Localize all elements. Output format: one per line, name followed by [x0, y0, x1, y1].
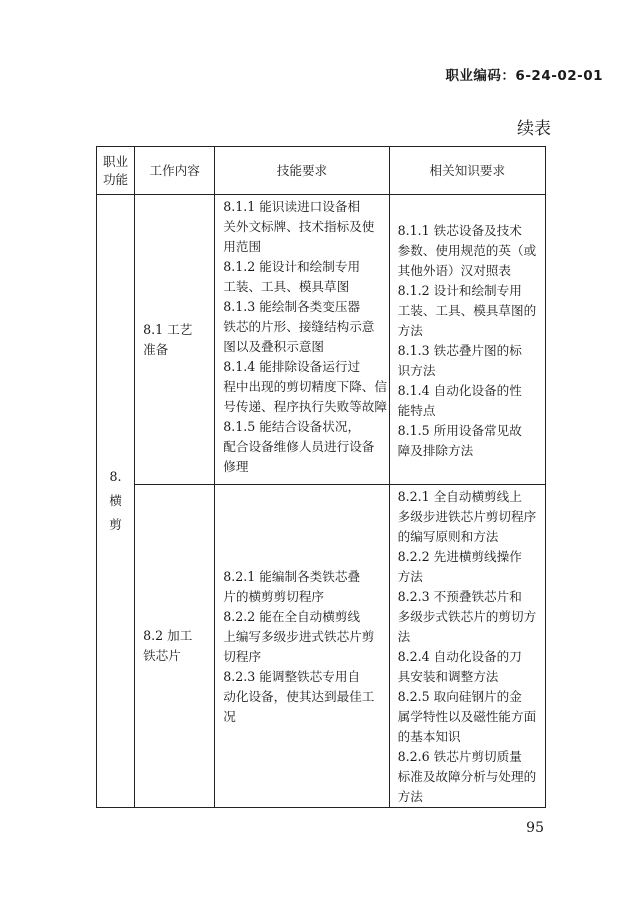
header-skills: 技能要求	[215, 147, 389, 195]
knowledge-cell: 8.1.1 铁芯设备及技术 参数、使用规范的英（或 其他外语）汉对照表 8.1.2 设计和绘制专用 工装、工具、模具草图的 方法 8.1.3 铁芯叠片图的标 识方法 8.1.4 自动化设备的性 能特点 8.1.5 所用设备常见故 障及排除方法	[389, 195, 545, 485]
skills-cell: 8.1.1 能识读进口设备相 关外文标牌、技术指标及使 用范围 8.1.2 能设计和绘制专用 工装、工具、模具草图 8.1.3 能绘制各类变压器 铁芯的片形、接缝结构示意 图以及叠积示意图 8.1.4 能排除设备运行过 程中出现的剪切精度下降、信 号传递、程序执行失败等故障 8.1.5 能结合设备状况， 配合设备维修人员进行设备 修理	[215, 195, 389, 485]
work-content-cell: 8.1 工艺 准备	[135, 195, 215, 485]
header-knowledge: 相关知识要求	[389, 147, 545, 195]
table-row	[97, 485, 546, 808]
header-function: 职业 功能	[97, 147, 135, 195]
function-cell: 8. 横 剪	[97, 195, 135, 808]
occupation-code: 职业编码：6-24-02-01	[445, 68, 603, 84]
knowledge-cell: 8.2.1 全自动横剪线上 多级步进铁芯片剪切程序 的编写原则和方法 8.2.2 先进横剪线操作 方法 8.2.3 不预叠铁芯片和 多级步式铁芯片的剪切方 法 8.2.4 自动化设备的刀 具安装和调整方法 8.2.5 取向硅钢片的金 属学特性以及磁性能方面 的基本知识 8.2.6 铁芯片剪切质量 标准及故障分析与处理的 方法	[389, 485, 545, 808]
work-content-cell: 8.2 加工 铁芯片	[135, 485, 215, 808]
header-work: 工作内容	[135, 147, 215, 195]
page-number: 95	[526, 820, 544, 836]
table-header-row	[97, 147, 546, 195]
skills-table	[96, 146, 546, 808]
skills-cell: 8.2.1 能编制各类铁芯叠 片的横剪剪切程序 8.2.2 能在全自动横剪线 上编写多级步进式铁芯片剪 切程序 8.2.3 能调整铁芯专用自 动化设备，使其达到最佳工 况	[215, 485, 389, 808]
table-row	[97, 195, 546, 485]
continuation-label: 续表	[517, 119, 551, 139]
